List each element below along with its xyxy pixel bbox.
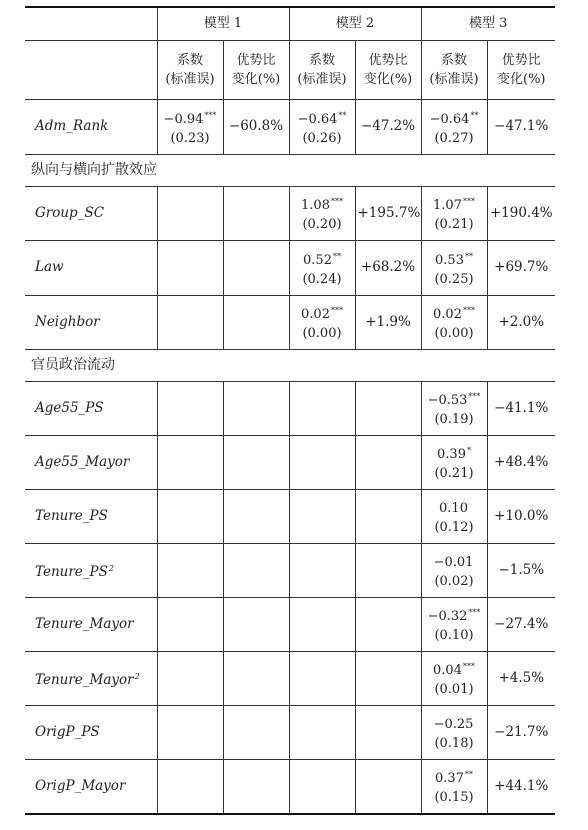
table-row-neighbor: [25, 295, 555, 349]
coef-cell: −0.01 (0.02): [421, 543, 487, 597]
table-row-age55-ps: [25, 381, 555, 435]
row-label: Tenure_PS: [25, 489, 157, 543]
column-header-row: [25, 40, 555, 99]
row-label: OrigP_Mayor: [25, 759, 157, 814]
row-label: Group_SC: [25, 186, 157, 240]
empty-cell: [223, 651, 289, 705]
m3-odds-header: 优势比 变化(%): [487, 40, 555, 99]
empty-cell: [223, 240, 289, 295]
odds-cell: +4.5%: [487, 651, 555, 705]
empty-cell: [223, 186, 289, 240]
model-header-row: [25, 7, 555, 40]
odds-cell: −41.1%: [487, 381, 555, 435]
coef-cell: −0.53*** (0.19): [421, 381, 487, 435]
row-label: Neighbor: [25, 295, 157, 349]
empty-cell: [157, 186, 223, 240]
row-label: Law: [25, 240, 157, 295]
empty-cell: [355, 489, 421, 543]
m2-coef-header: 系数 (标准误): [289, 40, 355, 99]
odds-cell: −47.2%: [355, 99, 421, 154]
row-label: $Tenure\_PS^2$: [25, 543, 157, 597]
table-row-tenure-ps: [25, 489, 555, 543]
empty-cell: [157, 651, 223, 705]
coef-cell: 1.08*** (0.20): [289, 186, 355, 240]
row-label: Age55_PS: [25, 381, 157, 435]
empty-cell: [157, 597, 223, 651]
odds-cell: +48.4%: [487, 435, 555, 489]
odds-cell: +69.7%: [487, 240, 555, 295]
coef-cell: 0.53** (0.25): [421, 240, 487, 295]
odds-cell: −47.1%: [487, 99, 555, 154]
empty-cell: [157, 759, 223, 814]
row-label: Tenure_Mayor$^2$: [25, 651, 157, 705]
empty-cell: [289, 543, 355, 597]
coef-cell: 0.02*** (0.00): [289, 295, 355, 349]
row-label: Adm_Rank: [25, 99, 157, 154]
empty-cell: [157, 489, 223, 543]
m2-odds-header: 优势比 变化(%): [355, 40, 421, 99]
empty-cell: [223, 759, 289, 814]
model-3-header: 模型 3: [421, 7, 555, 40]
empty-cell: [289, 759, 355, 814]
empty-cell: [223, 543, 289, 597]
table-row-adm-rank: [25, 99, 555, 154]
empty-cell: [223, 435, 289, 489]
section-header-diffusion: [25, 154, 555, 186]
coef-cell: −0.94*** (0.23): [157, 99, 223, 154]
odds-cell: +2.0%: [487, 295, 555, 349]
coef-cell: 0.39* (0.21): [421, 435, 487, 489]
table-row-age55-mayor: [25, 435, 555, 489]
coef-cell: −0.64** (0.26): [289, 99, 355, 154]
regression-table: [25, 6, 555, 815]
table-row-origp-mayor: [25, 759, 555, 814]
empty-cell: [223, 705, 289, 759]
table-row-tenure-ps-squared: [25, 543, 555, 597]
m3-coef-header: 系数 (标准误): [421, 40, 487, 99]
empty-cell: [355, 597, 421, 651]
empty-cell: [289, 435, 355, 489]
empty-cell: [223, 381, 289, 435]
coef-cell: 0.02*** (0.00): [421, 295, 487, 349]
odds-cell: +195.7%: [355, 186, 421, 240]
odds-cell: +68.2%: [355, 240, 421, 295]
row-label: Age55_Mayor: [25, 435, 157, 489]
empty-cell: [355, 381, 421, 435]
empty-cell: [355, 543, 421, 597]
section-title: 纵向与横向扩散效应: [25, 154, 555, 186]
blank-header-cell: [25, 40, 157, 99]
odds-cell: +190.4%: [487, 186, 555, 240]
m1-odds-header: 优势比 变化(%): [223, 40, 289, 99]
odds-cell: +10.0%: [487, 489, 555, 543]
odds-cell: −60.8%: [223, 99, 289, 154]
odds-cell: −21.7%: [487, 705, 555, 759]
empty-cell: [355, 651, 421, 705]
empty-cell: [355, 435, 421, 489]
coef-cell: −0.64** (0.27): [421, 99, 487, 154]
empty-cell: [223, 597, 289, 651]
empty-cell: [223, 295, 289, 349]
empty-cell: [289, 381, 355, 435]
odds-cell: +1.9%: [355, 295, 421, 349]
model-2-header: 模型 2: [289, 7, 421, 40]
empty-cell: [289, 705, 355, 759]
coef-cell: 1.07*** (0.21): [421, 186, 487, 240]
empty-cell: [157, 240, 223, 295]
coef-cell: 0.04*** (0.01): [421, 651, 487, 705]
table-row-tenure-mayor: [25, 597, 555, 651]
table-row-group-sc: [25, 186, 555, 240]
empty-cell: [355, 759, 421, 814]
odds-cell: −1.5%: [487, 543, 555, 597]
odds-cell: −27.4%: [487, 597, 555, 651]
coef-cell: −0.25 (0.18): [421, 705, 487, 759]
row-label: Tenure_Mayor: [25, 597, 157, 651]
empty-cell: [157, 295, 223, 349]
empty-cell: [355, 705, 421, 759]
m1-coef-header: 系数 (标准误): [157, 40, 223, 99]
odds-cell: +44.1%: [487, 759, 555, 814]
empty-cell: [157, 543, 223, 597]
empty-cell: [289, 489, 355, 543]
empty-cell: [289, 651, 355, 705]
model-1-header: 模型 1: [157, 7, 289, 40]
row-label: OrigP_PS: [25, 705, 157, 759]
coef-cell: −0.32*** (0.10): [421, 597, 487, 651]
coef-cell: 0.52** (0.24): [289, 240, 355, 295]
empty-cell: [157, 705, 223, 759]
coef-cell: 0.10 (0.12): [421, 489, 487, 543]
section-header-mobility: [25, 349, 555, 381]
empty-cell: [157, 381, 223, 435]
table-row-origp-ps: [25, 705, 555, 759]
corner-cell: [25, 7, 157, 40]
section-title: 官员政治流动: [25, 349, 555, 381]
table-row-tenure-mayor-squared: [25, 651, 555, 705]
table-row-law: [25, 240, 555, 295]
empty-cell: [223, 489, 289, 543]
coef-cell: 0.37** (0.15): [421, 759, 487, 814]
empty-cell: [157, 435, 223, 489]
empty-cell: [289, 597, 355, 651]
